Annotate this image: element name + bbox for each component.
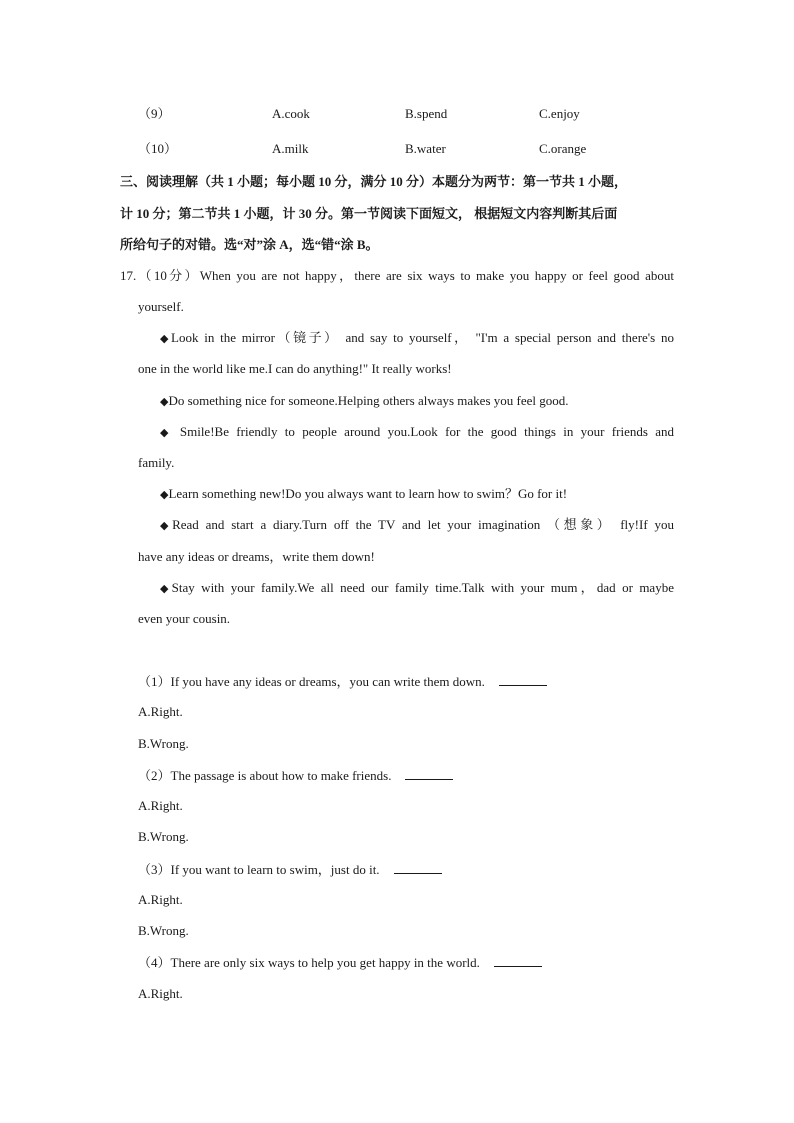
subquestion-3 xyxy=(138,861,442,878)
subquestion-text: （4）There are only six ways to help you get happy in the world. xyxy=(138,955,480,970)
bullet-text: Look in the mirror（镜子） and say to yourself， "I'm a special person and there's no xyxy=(171,330,674,345)
question-header-line-1: 17.（10分）When you are not happy，there are six ways to make you happy or feel good about xyxy=(120,268,674,283)
choice-b[interactable]: B.Wrong. xyxy=(138,829,189,844)
bullet-5-line-2: have any ideas or dreams，write them down! xyxy=(138,549,375,564)
subquestion-4 xyxy=(138,954,542,971)
subquestion-2 xyxy=(138,767,453,784)
option-b: B.spend xyxy=(405,106,448,121)
diamond-bullet-icon: ◆ xyxy=(160,519,173,532)
option-number: （9） xyxy=(138,106,171,121)
bullet-6-line-1 xyxy=(160,580,674,597)
subquestion-1 xyxy=(138,673,547,690)
option-b: B.water xyxy=(405,141,446,156)
diamond-bullet-icon: ◆ xyxy=(160,395,169,408)
question-header-line-2: yourself. xyxy=(138,299,184,314)
option-c: C.orange xyxy=(539,141,587,156)
bullet-text: Do something nice for someone.Helping others always makes you feel good. xyxy=(168,393,569,408)
bullet-5-line-1 xyxy=(160,517,674,534)
answer-blank[interactable] xyxy=(394,861,442,874)
choice-a[interactable]: A.Right. xyxy=(138,798,183,813)
diamond-bullet-icon: ◆ xyxy=(160,426,173,439)
choice-a[interactable]: A.Right. xyxy=(138,892,183,907)
bullet-6-line-2: even your cousin. xyxy=(138,611,231,626)
diamond-bullet-icon: ◆ xyxy=(160,332,171,345)
subquestion-text: （3）If you want to learn to swim，just do it. xyxy=(138,862,380,877)
bullet-4-line-1 xyxy=(160,486,567,503)
option-a: A.milk xyxy=(272,141,309,156)
option-row-9 xyxy=(0,106,794,122)
bullet-3-line-1 xyxy=(160,424,674,441)
section-heading-line-2: 计 10 分；第二节共 1 小题，计 30 分。第一节阅读下面短文， 根据短文内容判断其后面 xyxy=(120,206,618,221)
answer-blank[interactable] xyxy=(405,767,453,780)
choice-b[interactable]: B.Wrong. xyxy=(138,736,189,751)
bullet-text: Stay with your family.We all need our family time.Talk with your mum，dad or maybe xyxy=(171,580,674,595)
option-c: C.enjoy xyxy=(539,106,580,121)
section-heading-line-3: 所给句子的对错。选“对”涂 A，选“错“涂 B。 xyxy=(120,237,379,252)
bullet-text: Smile!Be friendly to people around you.Look for the good things in your friends and xyxy=(172,424,674,439)
bullet-3-line-2: family. xyxy=(138,455,175,470)
choice-a[interactable]: A.Right. xyxy=(138,704,183,719)
bullet-2-line-1 xyxy=(160,393,569,410)
bullet-1-line-1 xyxy=(160,330,674,347)
section-heading-line-1: 三、阅读理解（共 1 小题；每小题 10 分，满分 10 分）本题分为两节：第一节共 1 小题， xyxy=(120,174,628,189)
diamond-bullet-icon: ◆ xyxy=(160,488,169,501)
subquestion-text: （2）The passage is about how to make friends. xyxy=(138,768,392,783)
diamond-bullet-icon: ◆ xyxy=(160,582,172,595)
choice-b[interactable]: B.Wrong. xyxy=(138,923,189,938)
option-number: （10） xyxy=(138,141,178,156)
answer-blank[interactable] xyxy=(494,954,542,967)
option-a: A.cook xyxy=(272,106,310,121)
bullet-text: Learn something new!Do you always want to learn how to swim？Go for it! xyxy=(168,486,568,501)
bullet-text: Read and start a diary.Turn off the TV and let your imagination （想象） fly!If you xyxy=(172,517,674,532)
choice-a[interactable]: A.Right. xyxy=(138,986,183,1001)
option-row-10 xyxy=(0,141,794,157)
subquestion-text: （1）If you have any ideas or dreams，you can write them down. xyxy=(138,674,485,689)
answer-blank[interactable] xyxy=(499,673,547,686)
bullet-1-line-2: one in the world like me.I can do anything!" It really works! xyxy=(138,361,452,376)
